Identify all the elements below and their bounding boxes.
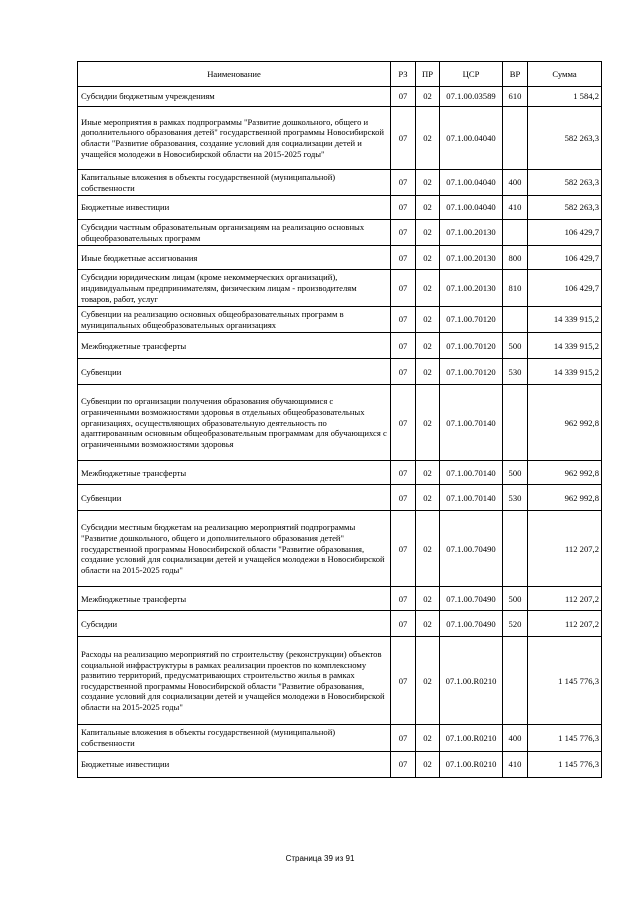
- table-row: [78, 461, 602, 485]
- cell-pr: 02: [416, 307, 440, 333]
- cell-vr: [503, 637, 528, 725]
- cell-csr: 07.1.00.70120: [440, 307, 503, 333]
- cell-rz: 07: [391, 511, 416, 587]
- header-name: Наименование: [78, 62, 391, 87]
- table-row: [78, 485, 602, 511]
- cell-rz: 07: [391, 196, 416, 220]
- cell-csr: 07.1.00.R0210: [440, 751, 503, 777]
- cell-vr: 410: [503, 751, 528, 777]
- cell-rz: 07: [391, 461, 416, 485]
- cell-csr: 07.1.00.20130: [440, 246, 503, 270]
- cell-csr: 07.1.00.04040: [440, 170, 503, 196]
- cell-sum: 112 207,2: [528, 611, 602, 637]
- cell-sum: 962 992,8: [528, 461, 602, 485]
- cell-sum: 582 263,3: [528, 170, 602, 196]
- table-row: [78, 611, 602, 637]
- cell-rz: 07: [391, 270, 416, 307]
- cell-rz: 07: [391, 611, 416, 637]
- cell-csr: 07.1.00.04040: [440, 196, 503, 220]
- cell-vr: 530: [503, 485, 528, 511]
- cell-csr: 07.1.00.70140: [440, 485, 503, 511]
- header-vr: ВР: [503, 62, 528, 87]
- cell-pr: 02: [416, 461, 440, 485]
- table-row: [78, 511, 602, 587]
- cell-rz: 07: [391, 587, 416, 611]
- cell-vr: 530: [503, 359, 528, 385]
- cell-sum: 112 207,2: [528, 587, 602, 611]
- budget-table: [77, 61, 602, 778]
- cell-rz: 07: [391, 170, 416, 196]
- cell-vr: [503, 107, 528, 170]
- table-row: [78, 107, 602, 170]
- table-row: [78, 637, 602, 725]
- cell-rz: 07: [391, 87, 416, 107]
- cell-sum: 14 339 915,2: [528, 359, 602, 385]
- cell-pr: 02: [416, 385, 440, 461]
- cell-pr: 02: [416, 359, 440, 385]
- cell-rz: 07: [391, 246, 416, 270]
- cell-rz: 07: [391, 307, 416, 333]
- cell-sum: 106 429,7: [528, 270, 602, 307]
- cell-rz: 07: [391, 107, 416, 170]
- table-row: [78, 751, 602, 777]
- cell-csr: 07.1.00.70140: [440, 385, 503, 461]
- cell-vr: [503, 220, 528, 246]
- cell-sum: 106 429,7: [528, 246, 602, 270]
- cell-pr: 02: [416, 637, 440, 725]
- cell-csr: 07.1.00.70490: [440, 587, 503, 611]
- page-number: Страница 39 из 91: [285, 854, 355, 863]
- cell-csr: 07.1.00.03589: [440, 87, 503, 107]
- cell-sum: 962 992,8: [528, 385, 602, 461]
- cell-vr: 500: [503, 461, 528, 485]
- cell-name: Субсидии бюджетным учреждениям: [78, 87, 391, 107]
- cell-sum: 14 339 915,2: [528, 307, 602, 333]
- cell-rz: 07: [391, 637, 416, 725]
- cell-name: Капитальные вложения в объекты государственной (муниципальной) собственности: [78, 170, 391, 196]
- header-csr: ЦСР: [440, 62, 503, 87]
- cell-csr: 07.1.00.20130: [440, 270, 503, 307]
- table-body: [78, 87, 602, 778]
- cell-name: Расходы на реализацию мероприятий по строительству (реконструкции) объектов социальной инфраструктуры в рамках реализации проектов по комплексному развитию территорий, предусматривающих строительство жилья в рамках государственной программы Новосибирской области "Развитие образования, создание условий для социализации детей и учащейся молодежи в Новосибирской области на 2015-2025 годы": [78, 637, 391, 725]
- cell-name: Субвенции по организации получения образования обучающимися с ограниченными возможностями здоровья в отдельных общеобразовательных организациях, осуществляющих образовательную деятельность по адаптированным основным общеобразовательным программам для обучающихся с ограниченными возможностями здоровья: [78, 385, 391, 461]
- cell-rz: 07: [391, 220, 416, 246]
- cell-name: Субсидии частным образовательным организациям на реализацию основных общеобразовательных программ: [78, 220, 391, 246]
- cell-pr: 02: [416, 246, 440, 270]
- cell-sum: 106 429,7: [528, 220, 602, 246]
- cell-sum: 1 145 776,3: [528, 725, 602, 751]
- cell-sum: 14 339 915,2: [528, 333, 602, 359]
- table-row: [78, 170, 602, 196]
- cell-name: Субвенции на реализацию основных общеобразовательных программ в муниципальных общеобразовательных организациях: [78, 307, 391, 333]
- cell-name: Бюджетные инвестиции: [78, 196, 391, 220]
- cell-pr: 02: [416, 511, 440, 587]
- table-row: [78, 725, 602, 751]
- cell-csr: 07.1.00.70490: [440, 511, 503, 587]
- cell-sum: 1 584,2: [528, 87, 602, 107]
- cell-pr: 02: [416, 196, 440, 220]
- table-row: [78, 587, 602, 611]
- table-row: [78, 307, 602, 333]
- cell-name: Бюджетные инвестиции: [78, 751, 391, 777]
- header-pr: ПР: [416, 62, 440, 87]
- cell-csr: 07.1.00.04040: [440, 107, 503, 170]
- table-row: [78, 270, 602, 307]
- cell-vr: [503, 307, 528, 333]
- cell-csr: 07.1.00.70120: [440, 359, 503, 385]
- cell-csr: 07.1.00.R0210: [440, 637, 503, 725]
- cell-pr: 02: [416, 220, 440, 246]
- cell-vr: 610: [503, 87, 528, 107]
- cell-rz: 07: [391, 485, 416, 511]
- cell-vr: 400: [503, 170, 528, 196]
- cell-name: Субвенции: [78, 485, 391, 511]
- cell-sum: 1 145 776,3: [528, 751, 602, 777]
- cell-rz: 07: [391, 359, 416, 385]
- cell-vr: 400: [503, 725, 528, 751]
- cell-name: Субсидии: [78, 611, 391, 637]
- cell-name: Межбюджетные трансферты: [78, 333, 391, 359]
- cell-csr: 07.1.00.70140: [440, 461, 503, 485]
- cell-rz: 07: [391, 725, 416, 751]
- table-row: [78, 220, 602, 246]
- cell-vr: [503, 385, 528, 461]
- cell-sum: 962 992,8: [528, 485, 602, 511]
- cell-csr: 07.1.00.70490: [440, 611, 503, 637]
- header-rz: РЗ: [391, 62, 416, 87]
- cell-pr: 02: [416, 751, 440, 777]
- cell-vr: 810: [503, 270, 528, 307]
- cell-name: Субсидии юридическим лицам (кроме некоммерческих организаций), индивидуальным предпринимателям, физическим лицам - производителям товаров, работ, услуг: [78, 270, 391, 307]
- cell-name: Субвенции: [78, 359, 391, 385]
- cell-name: Иные бюджетные ассигнования: [78, 246, 391, 270]
- cell-rz: 07: [391, 385, 416, 461]
- cell-pr: 02: [416, 485, 440, 511]
- cell-name: Капитальные вложения в объекты государственной (муниципальной) собственности: [78, 725, 391, 751]
- cell-name: Межбюджетные трансферты: [78, 461, 391, 485]
- cell-pr: 02: [416, 725, 440, 751]
- cell-name: Иные мероприятия в рамках подпрограммы "Развитие дошкольного, общего и дополнительного образования детей" государственной программы Новосибирской области "Развитие образования, создание условий для социализации детей и учащейся молодежи в Новосибирской области на 2015-2025 годы": [78, 107, 391, 170]
- cell-sum: 582 263,3: [528, 196, 602, 220]
- cell-sum: 1 145 776,3: [528, 637, 602, 725]
- table-row: [78, 385, 602, 461]
- table-row: [78, 196, 602, 220]
- cell-name: Субсидии местным бюджетам на реализацию мероприятий подпрограммы "Развитие дошкольного, общего и дополнительного образования детей" государственной программы Новосибирской области "Развитие образования, создание условий для социализации детей и учащейся молодежи в Новосибирской области на 2015-2025 годы": [78, 511, 391, 587]
- cell-vr: 800: [503, 246, 528, 270]
- cell-pr: 02: [416, 87, 440, 107]
- cell-csr: 07.1.00.20130: [440, 220, 503, 246]
- cell-name: Межбюджетные трансферты: [78, 587, 391, 611]
- cell-csr: 07.1.00.R0210: [440, 725, 503, 751]
- cell-pr: 02: [416, 611, 440, 637]
- cell-vr: 410: [503, 196, 528, 220]
- cell-vr: 500: [503, 587, 528, 611]
- cell-sum: 582 263,3: [528, 107, 602, 170]
- table-row: [78, 246, 602, 270]
- cell-sum: 112 207,2: [528, 511, 602, 587]
- cell-pr: 02: [416, 270, 440, 307]
- table-row: [78, 87, 602, 107]
- cell-pr: 02: [416, 333, 440, 359]
- cell-pr: 02: [416, 107, 440, 170]
- header-sum: Сумма: [528, 62, 602, 87]
- cell-vr: 500: [503, 333, 528, 359]
- cell-vr: 520: [503, 611, 528, 637]
- cell-csr: 07.1.00.70120: [440, 333, 503, 359]
- cell-pr: 02: [416, 587, 440, 611]
- cell-pr: 02: [416, 170, 440, 196]
- cell-vr: [503, 511, 528, 587]
- table-row: [78, 333, 602, 359]
- table-header-row: [78, 62, 602, 87]
- table-row: [78, 359, 602, 385]
- cell-rz: 07: [391, 751, 416, 777]
- cell-rz: 07: [391, 333, 416, 359]
